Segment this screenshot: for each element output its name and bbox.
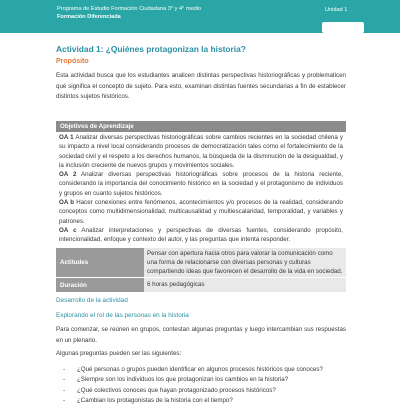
attitudes-label: Actitudes bbox=[56, 248, 144, 278]
question-text: ¿Cambian los protagonistas de la historia con el tiempo? bbox=[77, 396, 233, 404]
duration-label: Duración bbox=[56, 278, 144, 292]
list-item: - ¿Siempre son los individuos los que protagonizan los cambios en la historia? bbox=[63, 376, 289, 384]
objective-item bbox=[59, 226, 343, 245]
development-intro: Para comenzar, se reúnen en grupos, contestan algunas preguntas y luego intercambian sus respuestas en un plenario. bbox=[56, 326, 346, 344]
objectives-heading: Objetivos de Aprendizaje bbox=[56, 121, 346, 132]
development-heading: Desarrollo de la actividad bbox=[56, 297, 128, 304]
development-subheading: Explorando el rol de las personas en la historia bbox=[56, 312, 189, 319]
list-item: - ¿Qué colectivos conoces que hayan protagonizado procesos históricos? bbox=[63, 386, 276, 394]
attitudes-row bbox=[56, 247, 346, 278]
questions-intro: Algunas preguntas pueden ser las siguientes: bbox=[56, 350, 182, 357]
objective-text: Analizar interpretaciones y perspectivas de diversas fuentes, considerando propósito, intencionalidad, enfoque y contexto del autor, y las preguntas que intenta responder. bbox=[59, 226, 343, 244]
program-subtitle: Formación Diferenciada bbox=[57, 14, 121, 20]
objective-text: Hacer conexiones entre fenómenos, acontecimientos y/o procesos de la realidad, considerando conceptos como multidimensionalidad, multicausalidad y multiescalaridad, temporalidad, y variables y patrones. bbox=[59, 199, 343, 225]
objectives-body bbox=[56, 132, 346, 247]
objective-item bbox=[59, 133, 343, 170]
unit-label: Unidad 1 bbox=[325, 7, 348, 13]
question-text: ¿Qué personas o grupos pueden identificar en algunos procesos históricos que conoces? bbox=[77, 366, 323, 373]
objective-text: Analizar diversas perspectivas historiográficas sobre procesos de la historia reciente, considerando la importancia del conocimiento histórico en la sociedad y el protagonismo de individuos y grupos en cuanto sujetos históricos. bbox=[59, 171, 343, 197]
list-item: - ¿Cambian los protagonistas de la historia con el tiempo? bbox=[63, 396, 233, 404]
question-text: ¿Siempre son los individuos los que protagonizan los cambios en la historia? bbox=[77, 376, 289, 384]
duration-text: 6 horas pedagógicas bbox=[144, 278, 346, 292]
objectives-table bbox=[56, 121, 346, 292]
objective-item bbox=[59, 198, 343, 226]
duration-row bbox=[56, 277, 346, 292]
purpose-text: Esta actividad busca que los estudiantes analicen distintas perspectivas historiográficas y problematicen qué significa el concepto de sujeto. Para esto, examinan distintas fuentes secundarias a fin de establecer distintos sujetos históricos. bbox=[56, 72, 346, 100]
objective-code: OA c bbox=[59, 226, 77, 234]
header-text bbox=[57, 5, 327, 21]
objective-code: OA b bbox=[59, 199, 75, 207]
question-text: ¿Qué colectivos conoces que hayan protagonizado procesos históricos? bbox=[77, 386, 276, 394]
unit-badge bbox=[322, 22, 364, 33]
objective-text: Analizar diversas perspectivas historiográficas sobre cambios recientes en la sociedad chilena y su impacto a nivel local considerando procesos de democratización tales como el fortalecimiento de la sociedad civil y el respeto a los derechos humanos, la búsqueda de la disminución de la desigualdad, y la inclusión creciente de nuevos grupos y movimientos sociales. bbox=[59, 134, 343, 169]
objective-item bbox=[59, 170, 343, 198]
objective-code: OA 1 bbox=[59, 134, 74, 141]
activity-title: Actividad 1: ¿Quiénes protagonizan la historia? bbox=[56, 44, 246, 54]
list-item: - ¿Qué personas o grupos pueden identificar en algunos procesos históricos que conoces? bbox=[63, 366, 323, 373]
objective-code: OA 2 bbox=[59, 171, 77, 179]
program-title: Programa de Estudio Formación Ciudadana 3° y 4° medio bbox=[57, 6, 202, 12]
purpose-heading: Propósito bbox=[56, 58, 89, 65]
attitudes-text: Pensar con apertura hacia otros para valorar la comunicación como una forma de relacionarse con diversas personas y culturas compartiendo ideas que favorecen el desarrollo de la vida en sociedad. bbox=[144, 248, 346, 278]
